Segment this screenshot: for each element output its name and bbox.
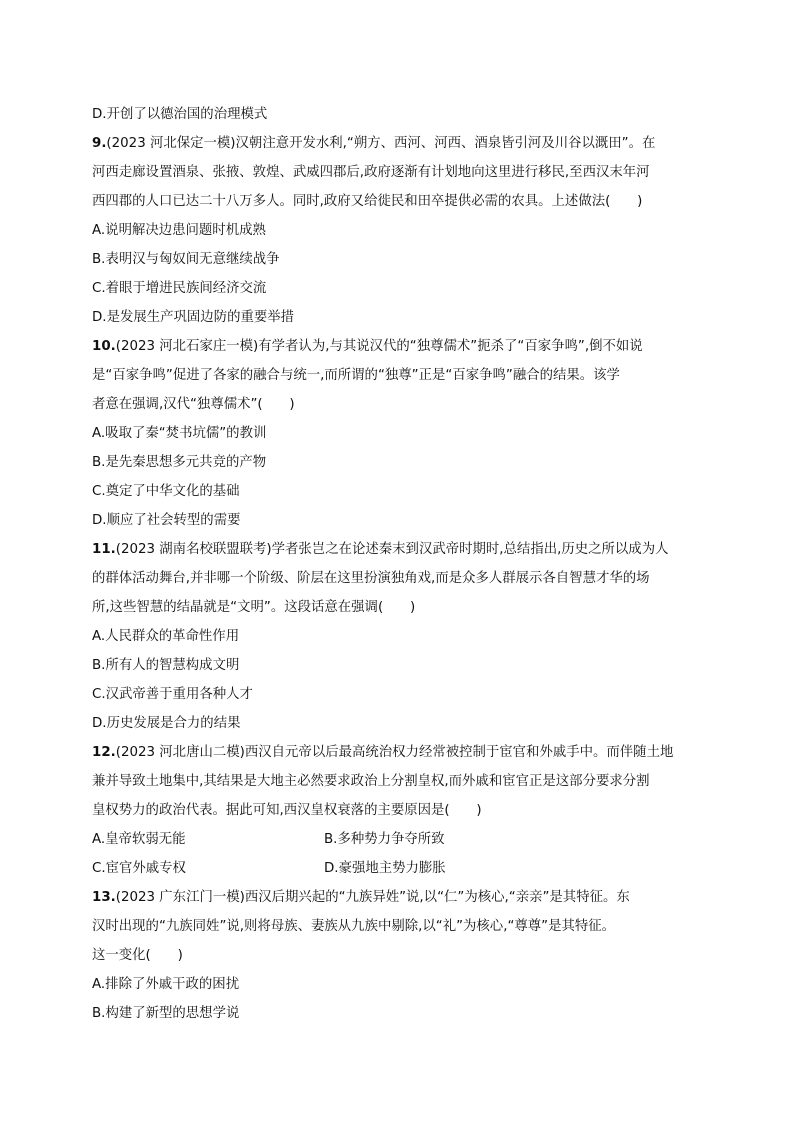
question-13-line-1 [92,883,702,912]
question-10-line-3: 者意在强调,汉代“独尊儒术”( ) [92,397,295,412]
question-12-option-d: D.豪强地主势力膨胀 [324,861,446,876]
question-9-option-b: B.表明汉与匈奴间无意继续战争 [92,252,280,267]
question-11-option-b: B.所有人的智慧构成文明 [92,658,240,673]
question-10-option-a: A.吸取了秦“焚书坑儒”的教训 [92,426,267,441]
question-11-line-2: 的群体活动舞台,并非哪一个阶级、阶层在这里扮演独角戏,而是众多人群展示各自智慧才华的场 [92,571,650,586]
question-11 [92,535,702,738]
option-top-d: D.开创了以德治国的治理模式 [92,107,268,122]
question-12 [92,738,702,883]
question-text: (2023 河北保定一模)汉朝注意开发水利,“朔方、西河、河西、酒泉皆引河及川谷以溉田”。在 [106,136,656,151]
question-11-line-3: 所,这些智慧的结晶就是“文明”。这段话意在强调( ) [92,600,416,615]
question-13-option-a: A.排除了外戚干政的困扰 [92,977,240,992]
question-13 [92,883,702,1028]
question-text: (2023 河北唐山二模)西汉自元帝以后最高统治权力经常被控制于宦官和外戚手中。而伴随土地 [115,745,674,760]
question-12-line-1 [92,738,702,767]
question-12-line-2: 兼并导致土地集中,其结果是大地主必然要求政治上分割皇权,而外戚和宦官正是这部分要求分割 [92,774,650,789]
question-text: (2023 湖南名校联盟联考)学者张岂之在论述秦末到汉武帝时期时,总结指出,历史之所以成为人 [115,542,669,557]
question-11-option-c: C.汉武帝善于重用各种人才 [92,687,253,702]
question-13-option-b: B.构建了新型的思想学说 [92,1006,240,1021]
question-13-line-3: 这一变化( ) [92,948,183,963]
question-9 [92,129,702,332]
question-9-line-2: 河西走廊设置酒泉、张掖、敦煌、武威四郡后,政府逐渐有计划地向这里进行移民,至西汉末年河 [92,165,650,180]
question-number: 9. [92,136,107,151]
question-12-option-b: B.多种势力争夺所致 [324,832,445,847]
question-10 [92,332,702,535]
question-number: 10. [92,339,116,354]
question-10-option-b: B.是先秦思想多元共竞的产物 [92,455,267,470]
question-11-line-1 [92,535,702,564]
question-9-option-c: C.着眼于增进民族间经济交流 [92,281,267,296]
question-number: 13. [92,890,116,905]
question-number: 12. [92,745,116,760]
question-12-line-3: 皇权势力的政治代表。据此可知,西汉皇权衰落的主要原因是( ) [92,803,482,818]
page-content [92,100,702,1028]
question-10-line-1 [92,332,702,361]
question-13-line-2: 汉时出现的“九族同姓”说,则将母族、妻族从九族中剔除,以“礼”为核心,“尊尊”是其特征。 [92,919,616,934]
question-12-options-row-1 [92,825,702,854]
question-text: (2023 广东江门一模)西汉后期兴起的“九族异姓”说,以“仁”为核心,“亲亲”是其特征。东 [115,890,630,905]
question-11-option-d: D.历史发展是合力的结果 [92,716,241,731]
question-9-option-d: D.是发展生产巩固边防的重要举措 [92,310,295,325]
question-12-option-c: C.宦官外戚专权 [92,861,186,876]
question-11-option-a: A.人民群众的革命性作用 [92,629,240,644]
question-12-option-a: A.皇帝软弱无能 [92,832,186,847]
question-text: (2023 河北石家庄一模)有学者认为,与其说汉代的“独尊儒术”扼杀了“百家争鸣”,倒不如说 [115,339,643,354]
question-number: 11. [92,542,116,557]
question-9-option-a: A.说明解决边患问题时机成熟 [92,223,266,238]
question-9-line-1 [92,129,702,158]
question-9-line-3: 西四郡的人口已达二十八万多人。同时,政府又给徙民和田卒提供必需的农具。上述做法( ) [92,194,643,209]
question-12-options-row-2 [92,854,702,883]
question-10-option-c: C.奠定了中华文化的基础 [92,484,240,499]
question-10-option-d: D.顺应了社会转型的需要 [92,513,241,528]
question-10-line-2: 是“百家争鸣”促进了各家的融合与统一,而所谓的“独尊”正是“百家争鸣”融合的结果。该学 [92,368,620,383]
